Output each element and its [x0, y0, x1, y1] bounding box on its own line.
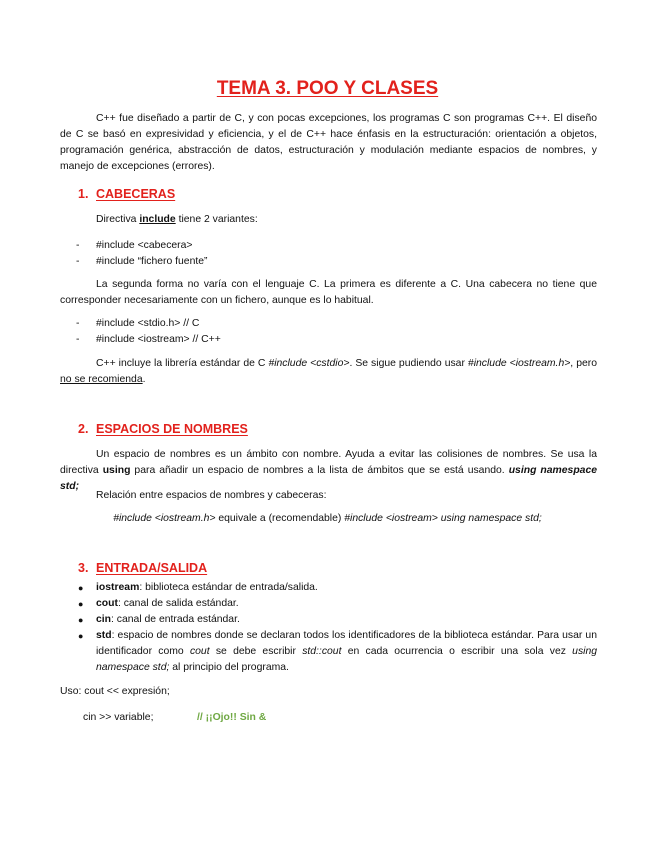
bullet-icon: ● — [78, 583, 84, 593]
text-run: se debe escribir — [209, 646, 303, 657]
section-number: 3. — [78, 561, 89, 575]
bullet-icon: ● — [78, 631, 84, 641]
equivalence-line — [0, 511, 655, 527]
text-run: al principio del programa. — [169, 662, 289, 673]
example-item: #include <iostream> // C++ — [96, 334, 221, 345]
list-item — [96, 596, 597, 612]
section-heading-entrada-salida — [78, 561, 207, 575]
dash-marker: - — [76, 318, 80, 329]
text-run: . Se sigue pudiendo usar — [349, 358, 468, 369]
list-term: cin — [96, 614, 112, 625]
text-run: : espacio de nombres donde se declaran todos los identificadores de la biblioteca estándar. Para usar un identificador como — [96, 630, 597, 657]
text-run: para añadir un espacio de nombres a la lista de ámbitos que se está usando. — [130, 465, 509, 476]
code-using-namespace: using namespace std; — [96, 646, 598, 673]
section-title: CABECERAS — [96, 187, 176, 201]
code-comment: // ¡¡Ojo!! Sin & — [197, 712, 267, 723]
using-keyword: using — [102, 465, 131, 476]
page-title: TEMA 3. POO Y CLASES — [216, 78, 439, 99]
section-title: ENTRADA/SALIDA — [96, 561, 208, 575]
text-run: en cada ocurrencia o escribir una sola vez — [341, 646, 573, 657]
list-term: iostream — [96, 582, 140, 593]
example-item: #include <stdio.h> // C — [96, 318, 200, 329]
section-heading-espacios — [78, 422, 248, 436]
dash-marker: - — [76, 240, 80, 251]
not-recommended-text: no se recomienda — [60, 374, 143, 385]
code-iostream-h: #include <iostream.h> — [467, 358, 571, 369]
code-iostream-h: #include <iostream.h> — [113, 513, 216, 524]
using-namespace-std: using namespace std; — [60, 465, 598, 492]
variant-item: #include <cabecera> — [96, 240, 193, 251]
bullet-icon: ● — [78, 599, 84, 609]
text-run: , pero — [570, 358, 597, 369]
list-item-std — [96, 628, 597, 676]
text-run: C++ incluye la librería estándar de C — [96, 358, 269, 369]
code-std-cout: std::cout — [302, 646, 342, 657]
text-run: . — [142, 374, 146, 385]
directive-pre: Directiva — [96, 214, 140, 225]
dash-marker: - — [76, 256, 80, 267]
include-keyword: include — [139, 214, 176, 225]
bullet-icon: ● — [78, 615, 84, 625]
dash-marker: - — [76, 334, 80, 345]
section-number: 2. — [78, 422, 89, 436]
list-term: cout — [96, 598, 118, 609]
code-iostream-namespace: #include <iostream> using namespace std; — [344, 513, 542, 524]
section-title: ESPACIOS DE NOMBRES — [96, 422, 248, 436]
list-term: std — [96, 630, 112, 641]
intro-paragraph: C++ fue diseñado a partir de C, y con pocas excepciones, los programas C son programas C++. El diseño de C se basó en expresividad y eficiencia, y el de C++ hace énfasis en la estructuración: orientación a objetos, programación genérica, abstracción de datos, estructuración y modulación mediante espacios de nombres, y manejo de excepciones (errores). — [60, 113, 597, 172]
usage-line: Uso: cout << expresión; — [60, 686, 170, 697]
cabeceras-paragraph: La segunda forma no varía con el lenguaje C. La primera es diferente a C. Una cabecera no tiene que corresponder necesariamente con un fichero, aunque es lo habitual. — [60, 279, 597, 306]
list-desc: : canal de salida estándar. — [117, 598, 239, 609]
list-desc: : canal de entrada estándar. — [111, 614, 240, 625]
text-run: Un espacio de nombres es un ámbito con nombre. Ayuda a evitar las colisiones de nombres. Se usa la directiva — [60, 449, 597, 476]
cin-line: cin >> variable; — [83, 712, 154, 723]
list-desc: : biblioteca estándar de entrada/salida. — [139, 582, 318, 593]
section-heading-cabeceras — [78, 187, 175, 201]
variant-item: #include “fichero fuente” — [96, 256, 208, 267]
text-run: equivale a (recomendable) — [215, 513, 345, 524]
directive-line — [96, 212, 258, 228]
code-cstdio: #include <cstdio> — [268, 358, 350, 369]
code-cout: cout — [189, 646, 210, 657]
library-paragraph — [60, 356, 597, 388]
list-item — [96, 612, 597, 628]
list-item — [96, 580, 597, 596]
directive-post: tiene 2 variantes: — [175, 214, 258, 225]
relation-line: Relación entre espacios de nombres y cabeceras: — [96, 490, 327, 501]
section-number: 1. — [78, 187, 89, 201]
